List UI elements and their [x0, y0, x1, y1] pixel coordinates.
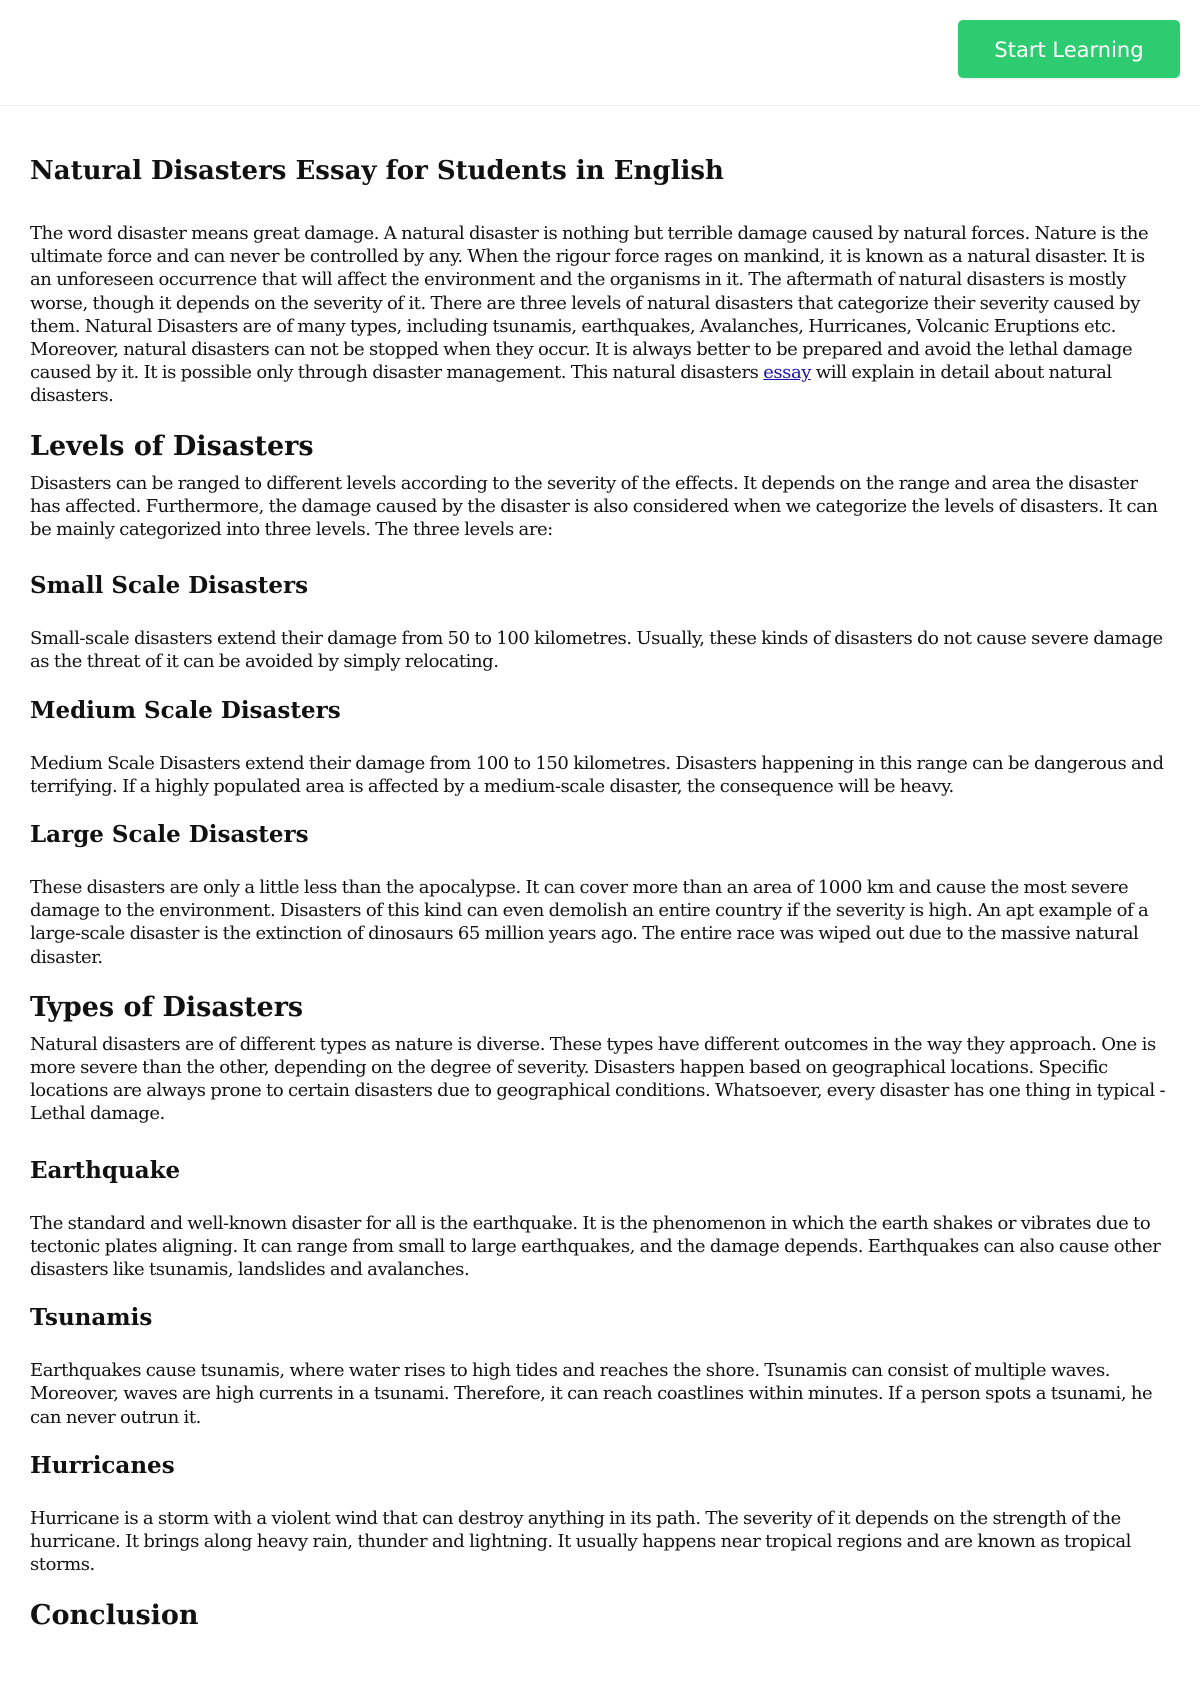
hurricanes-heading: Hurricanes: [30, 1451, 175, 1479]
hurricanes-paragraph: Hurricane is a storm with a violent wind that can destroy anything in its path. The severity of it depends on the strength of the hurricane. It brings along heavy rain, thunder and lightning. It usually happens near tropical regions and are known as tropical storms.: [30, 1507, 1131, 1576]
earthquake-paragraph: The standard and well-known disaster for all is the earthquake. It is the phenomenon in which the earth shakes or vibrates due to tectonic plates aligning. It can range from small to large earthquakes, and the damage depends. Earthquakes can also cause other disasters like tsunamis, landslides and avalanches.: [30, 1212, 1161, 1281]
intro-text-end: will explain in detail about natural disasters.: [30, 362, 1112, 407]
medium-scale-heading: Medium Scale Disasters: [30, 696, 341, 724]
levels-paragraph: Disasters can be ranged to different levels according to the severity of the effects. It depends on the range and area the disaster has affected. Furthermore, the damage caused by the disaster is also considered when we categorize the levels of disasters. It can be mainly categorized into three levels. The three levels are:: [30, 472, 1158, 541]
start-learning-button[interactable]: Start Learning: [958, 20, 1180, 78]
top-bar: [0, 0, 1200, 106]
small-scale-paragraph: Small-scale disasters extend their damage from 50 to 100 kilometres. Usually, these kinds of disasters do not cause severe damage as the threat of it can be avoided by simply relocating.: [30, 628, 1163, 673]
types-paragraph: Natural disasters are of different types as nature is diverse. These types have different outcomes in the way they approach. One is more severe than the other, depending on the degree of severity. Disasters happen based on geographical locations. Specific locations are always prone to certain disasters due to geographical conditions. Whatsoever, every disaster has one thing in typical - Lethal damage.: [30, 1033, 1166, 1125]
earthquake-heading: Earthquake: [30, 1156, 181, 1184]
intro-text: The word disaster means great damage. A natural disaster is nothing but terrible damage caused by natural forces. Nature is the ultimate force and can never be controlled by any. When the rigour force rages on mankind, it is known as a natural disaster. It is an unforeseen occurrence that will affect the environment and the organisms in it. The aftermath of natural disasters is mostly worse, though it depends on the severity of it. There are three levels of natural disasters that categorize their severity caused by them. Natural Disasters are of many types, including tsunamis, earthquakes, Avalanches, Hurricanes, Volcanic Eruptions etc. Moreover, natural disasters can not be stopped when they occur. It is always better to be prepared and avoid the lethal damage caused by it. It is possible only through disaster management. This natural disasters: [30, 223, 1149, 384]
levels-heading: Levels of Disasters: [30, 430, 314, 462]
tsunamis-paragraph: Earthquakes cause tsunamis, where water rises to high tides and reaches the shore. Tsunamis can consist of multiple waves. Moreover, waves are high currents in a tsunami. Therefore, it can reach coastlines within minutes. If a person spots a tsunami, he can never outrun it.: [30, 1360, 1153, 1428]
tsunamis-heading: Tsunamis: [30, 1304, 153, 1332]
large-scale-paragraph: These disasters are only a little less than the apocalypse. It can cover more than an area of 1000 km and cause the most severe damage to the environment. Disasters of this kind can even demolish an entire country if the severity is high. An apt example of a large-scale disaster is the extinction of dinosaurs 65 million years ago. The entire race was wiped out due to the massive natural disaster.: [30, 877, 1149, 968]
types-heading: Types of Disasters: [30, 991, 304, 1023]
small-scale-heading: Small Scale Disasters: [30, 572, 309, 600]
article: [30, 154, 1170, 1641]
medium-scale-paragraph: Medium Scale Disasters extend their damage from 100 to 150 kilometres. Disasters happening in this range can be dangerous and terrifying. If a highly populated area is affected by a medium-scale disaster, the consequence will be heavy.: [30, 752, 1164, 797]
essay-link[interactable]: essay: [763, 362, 811, 384]
intro-paragraph: [30, 222, 1170, 408]
large-scale-heading: Large Scale Disasters: [30, 821, 309, 849]
conclusion-heading: Conclusion: [30, 1599, 199, 1631]
article-title: Natural Disasters Essay for Students in English: [30, 156, 724, 186]
